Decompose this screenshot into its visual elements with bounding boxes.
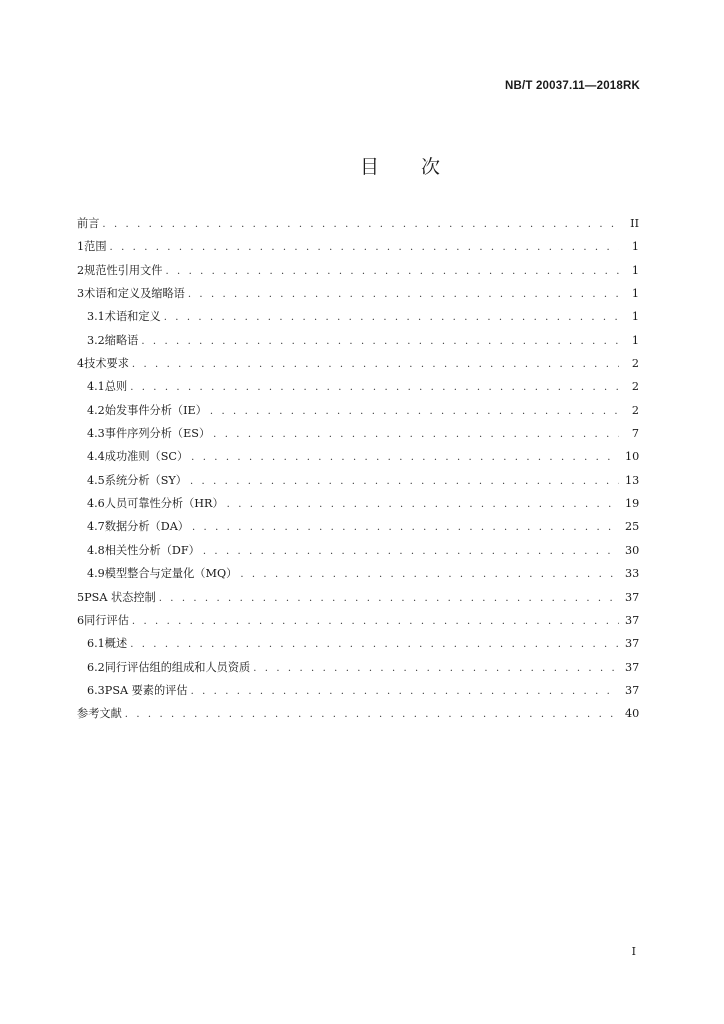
toc-entry[interactable] <box>77 562 639 585</box>
toc-leader-dots <box>227 493 619 516</box>
toc-entry-number: 6.1 <box>87 637 105 651</box>
toc-entry[interactable] <box>77 375 639 398</box>
toc-entry[interactable] <box>77 282 639 305</box>
toc-entry-title: 参考文献 <box>77 707 122 721</box>
toc-entry-page: 40 <box>625 707 640 721</box>
toc-entry-page: 33 <box>625 567 640 581</box>
toc-entry-page: 2 <box>631 357 639 371</box>
toc-entry-page: 10 <box>625 450 640 464</box>
toc-entry[interactable] <box>77 469 639 492</box>
toc-entry[interactable] <box>77 305 639 328</box>
toc-entry-page: 1 <box>631 287 639 301</box>
toc-leader-dots <box>191 680 619 703</box>
toc-entry-title: 成功准则（SC） <box>104 450 189 464</box>
toc-leader-dots <box>213 423 619 446</box>
toc-entry-page: 1 <box>631 310 639 324</box>
toc-entry-title: 同行评估 <box>84 613 129 627</box>
table-of-contents <box>77 212 639 726</box>
toc-entry-title: 始发事件分析（IE） <box>104 403 207 417</box>
toc-leader-dots <box>110 236 619 259</box>
toc-entry-title: 相关性分析（DF） <box>104 543 200 557</box>
toc-entry-number: 1 <box>77 240 85 254</box>
toc-leader-dots <box>141 330 619 353</box>
toc-entry[interactable] <box>77 329 639 352</box>
toc-entry-page: 2 <box>631 403 639 417</box>
toc-entry-number: 6 <box>77 613 85 627</box>
toc-entry-title: 前言 <box>77 217 100 230</box>
toc-entry-page: 30 <box>625 543 640 557</box>
toc-entry-number: 6.3 <box>87 683 105 697</box>
toc-entry[interactable] <box>77 679 639 702</box>
toc-entry-number: 4.9 <box>87 567 105 581</box>
toc-leader-dots <box>159 587 619 610</box>
toc-entry-number: 4.4 <box>87 450 105 464</box>
toc-entry-title: 缩略语 <box>104 333 139 347</box>
toc-leader-dots <box>165 260 619 283</box>
toc-leader-dots <box>130 376 619 399</box>
toc-entry-title: 规范性引用文件 <box>84 263 163 277</box>
toc-entry-number: 4.1 <box>87 380 105 394</box>
toc-entry-title: 同行评估组的组成和人员资质 <box>104 660 251 674</box>
toc-entry-number: 3.2 <box>87 333 105 347</box>
toc-leader-dots <box>125 703 619 726</box>
toc-entry[interactable] <box>77 702 639 725</box>
toc-entry-title: PSA 状态控制 <box>84 590 156 604</box>
toc-entry[interactable] <box>77 235 639 258</box>
toc-entry-page: 37 <box>625 637 640 651</box>
toc-entry-page: 37 <box>625 660 640 674</box>
toc-entry[interactable] <box>77 656 639 679</box>
toc-entry-title: 范围 <box>84 240 107 254</box>
toc-entry-title: 数据分析（DA） <box>104 520 189 534</box>
toc-leader-dots <box>203 540 619 563</box>
toc-leader-dots <box>130 633 619 656</box>
toc-entry-page: 37 <box>625 613 640 627</box>
toc-entry[interactable] <box>77 445 639 468</box>
toc-entry-number: 2 <box>77 263 85 277</box>
page-number: I <box>631 945 636 958</box>
toc-leader-dots <box>253 657 619 680</box>
toc-leader-dots <box>191 446 619 469</box>
toc-entry-title: 术语和定义及缩略语 <box>84 287 185 301</box>
toc-entry[interactable] <box>77 399 639 422</box>
toc-entry-number: 3.1 <box>87 310 105 324</box>
toc-leader-dots <box>240 563 619 586</box>
toc-entry[interactable] <box>77 492 639 515</box>
toc-entry[interactable] <box>77 515 639 538</box>
toc-entry-number: 5 <box>77 590 85 604</box>
toc-entry[interactable] <box>77 609 639 632</box>
toc-entry-title: 技术要求 <box>84 357 129 371</box>
toc-entry-number: 3 <box>77 287 85 301</box>
toc-leader-dots <box>132 353 619 376</box>
toc-entry-page: 1 <box>631 263 639 277</box>
toc-entry-page: 25 <box>625 520 640 534</box>
toc-entry-page: 37 <box>625 590 640 604</box>
toc-entry-page: II <box>630 217 639 230</box>
document-code: NB/T 20037.11—2018RK <box>504 80 640 92</box>
toc-entry-number: 4.5 <box>87 473 105 487</box>
toc-entry[interactable] <box>77 632 639 655</box>
toc-entry-number: 4.7 <box>87 520 105 534</box>
toc-entry[interactable] <box>77 352 639 375</box>
toc-entry-title: 总则 <box>104 380 128 394</box>
toc-entry-title: 概述 <box>104 637 128 651</box>
toc-leader-dots <box>102 213 619 236</box>
toc-title: 目 次 <box>359 156 459 178</box>
toc-leader-dots <box>190 470 619 493</box>
toc-entry-title: PSA 要素的评估 <box>104 683 188 697</box>
toc-entry-page: 7 <box>631 427 639 441</box>
toc-leader-dots <box>192 516 619 539</box>
toc-entry-page: 2 <box>631 380 639 394</box>
toc-leader-dots <box>210 400 619 423</box>
toc-entry[interactable] <box>77 259 639 282</box>
toc-leader-dots <box>132 610 619 633</box>
toc-entry-page: 1 <box>631 333 639 347</box>
toc-entry-page: 37 <box>625 683 640 697</box>
toc-entry[interactable] <box>77 212 639 235</box>
toc-entry-title: 术语和定义 <box>104 310 161 324</box>
toc-leader-dots <box>188 283 619 306</box>
toc-entry[interactable] <box>77 539 639 562</box>
toc-entry-number: 6.2 <box>87 660 105 674</box>
toc-entry[interactable] <box>77 586 639 609</box>
toc-entry-number: 4 <box>77 357 85 371</box>
toc-entry-number: 4.2 <box>87 403 105 417</box>
toc-entry-number: 4.3 <box>87 427 105 441</box>
toc-entry-number: 4.8 <box>87 543 105 557</box>
toc-entry-title: 人员可靠性分析（HR） <box>104 497 224 511</box>
toc-entry[interactable] <box>77 422 639 445</box>
toc-entry-title: 系统分析（SY） <box>104 473 187 487</box>
toc-entry-title: 事件序列分析（ES） <box>104 427 211 441</box>
toc-entry-title: 模型整合与定量化（MQ） <box>104 567 238 581</box>
toc-entry-page: 1 <box>631 240 639 254</box>
toc-entry-page: 13 <box>625 473 640 487</box>
toc-leader-dots <box>164 306 619 329</box>
toc-entry-page: 19 <box>625 497 640 511</box>
toc-entry-number: 4.6 <box>87 497 105 511</box>
